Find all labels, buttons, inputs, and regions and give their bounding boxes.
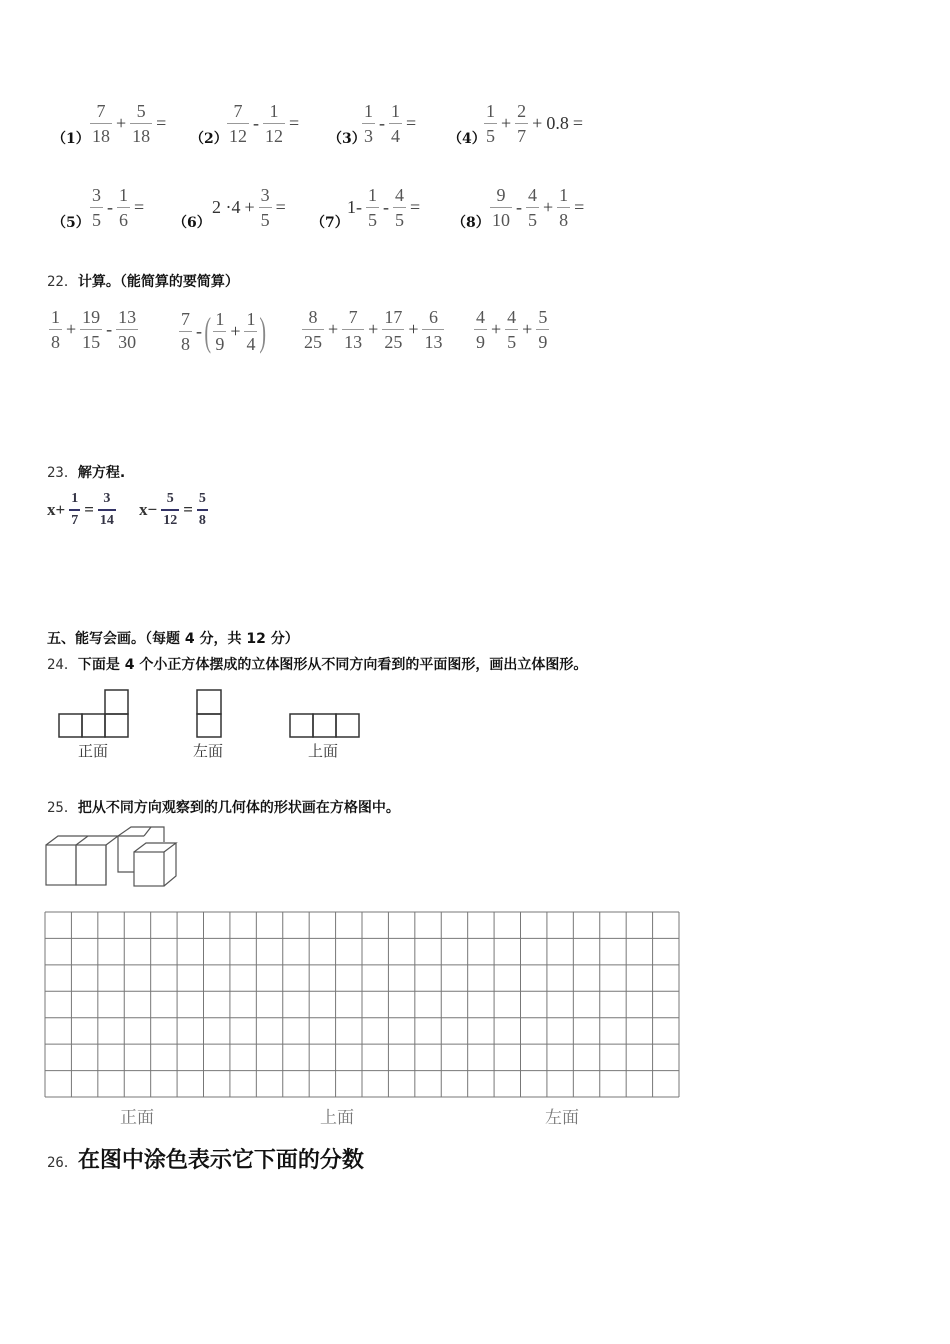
fraction [422, 308, 444, 351]
q24-label-left: 左面 [193, 742, 224, 760]
denominator: 18 [92, 126, 110, 146]
q25-label-front: 正面 [120, 1108, 154, 1128]
fraction [382, 308, 404, 351]
fraction [116, 308, 138, 351]
fraction [505, 308, 518, 351]
numerator: 5 [198, 491, 206, 506]
q26-title: 在图中涂色表示它下面的分数 [77, 1148, 364, 1173]
denominator: 4 [246, 334, 256, 354]
operator: 1- [347, 197, 362, 217]
q22-expression-3 [300, 308, 446, 351]
denominator: 13 [344, 332, 363, 352]
operator: = [183, 500, 193, 519]
section-5-title: 五、能写会画。（每题 4 分，共 12 分） [47, 631, 299, 647]
denominator: 8 [51, 332, 60, 352]
q23-number: 23． [47, 465, 78, 481]
denominator: 7 [517, 126, 527, 146]
denominator: 12 [265, 126, 283, 146]
operator: + [532, 113, 543, 133]
numerator: 1 [215, 309, 225, 329]
operator: + [244, 197, 255, 217]
q21-item-7-expression [345, 186, 422, 229]
numerator: 3 [103, 491, 111, 506]
fraction [474, 308, 487, 351]
numerator: 5 [166, 491, 174, 506]
parenthesis: ) [259, 309, 267, 354]
q21-item-label: （6） [173, 215, 211, 231]
operator: + [368, 319, 379, 339]
fraction [197, 492, 208, 528]
q21-item-8-expression [488, 186, 586, 229]
denominator: 8 [198, 513, 206, 528]
operator: - [107, 197, 113, 217]
operator: + [66, 319, 77, 339]
q24-heading [47, 654, 587, 674]
q21-item-1-expression [88, 102, 168, 145]
q24-label-front: 正面 [78, 742, 109, 760]
q25-heading [47, 797, 400, 817]
fraction [90, 186, 103, 229]
numerator: 1 [119, 185, 128, 205]
fraction [342, 308, 364, 351]
q21-item-label: （5） [52, 215, 90, 231]
fraction [69, 492, 80, 528]
numerator: 1 [246, 309, 256, 329]
fraction [161, 492, 179, 528]
q21-item-6-expression [210, 186, 288, 229]
numerator: 13 [118, 307, 137, 327]
operator: = [410, 197, 421, 217]
numerator: 1 [269, 101, 279, 121]
q21-item-label: （3） [328, 131, 366, 147]
numerator: 1 [486, 101, 495, 121]
operator: - [196, 321, 202, 341]
denominator: 7 [71, 513, 79, 528]
q23-equation-2 [137, 492, 210, 528]
operator: + [522, 319, 533, 339]
q21-item-3-expression [360, 102, 418, 145]
denominator: 12 [229, 126, 247, 146]
denominator: 6 [119, 210, 128, 230]
operator: + [501, 113, 512, 133]
fraction [213, 310, 226, 353]
denominator: 5 [528, 210, 537, 230]
q21-item-label: （2） [190, 131, 228, 147]
denominator: 5 [260, 210, 270, 230]
q22-expression-4 [472, 308, 551, 351]
q25-title: 把从不同方向观察到的几何体的形状画在方格图中。 [77, 800, 400, 816]
top-view-figure [290, 714, 359, 737]
fraction [263, 102, 285, 145]
fraction [302, 308, 324, 351]
fraction [526, 186, 539, 229]
numerator: 8 [308, 307, 318, 327]
operator: = [134, 197, 145, 217]
numerator: 7 [348, 307, 358, 327]
q24-number: 24． [47, 657, 78, 673]
operator: x− [139, 500, 158, 519]
q24-title: 下面是 4 个小正方体摆成的立体图形从不同方向看到的平面图形，画出立体图形。 [77, 657, 588, 673]
fraction [98, 492, 116, 528]
numerator: 7 [96, 101, 106, 121]
fraction [484, 102, 497, 145]
numerator: 6 [428, 307, 438, 327]
numerator: 3 [92, 185, 101, 205]
numerator: 1 [368, 185, 377, 205]
fraction [259, 186, 272, 229]
q25-label-left: 左面 [545, 1108, 579, 1128]
denominator: 25 [304, 332, 322, 352]
numerator: 3 [260, 185, 270, 205]
numerator: 4 [507, 307, 517, 327]
denominator: 5 [92, 210, 101, 230]
numerator: 1 [559, 185, 569, 205]
denominator: 8 [559, 210, 569, 230]
numerator: 5 [136, 101, 146, 121]
q21-item-label: （1） [52, 131, 90, 147]
q21-item-label: （7） [311, 215, 349, 231]
q21-item-2-expression [225, 102, 301, 145]
q22-title: 计算。（能简算的要简算） [77, 274, 239, 290]
fraction [179, 310, 192, 353]
left-view-figure [197, 690, 221, 737]
numerator: 5 [538, 307, 548, 327]
operator: + [543, 197, 554, 217]
q25-answer-grid[interactable] [44, 911, 682, 1099]
fraction [536, 308, 549, 351]
fraction [49, 308, 62, 351]
denominator: 13 [424, 332, 443, 352]
operator: - [516, 197, 522, 217]
denominator: 5 [486, 126, 495, 146]
operator: = [275, 197, 286, 217]
operator: 2 ·4 [212, 197, 241, 217]
q21-item-label: （8） [452, 215, 490, 231]
denominator: 14 [99, 513, 114, 528]
parenthesis: ( [204, 309, 211, 354]
operator: - [383, 197, 389, 217]
denominator: 10 [492, 210, 510, 230]
numerator: 4 [528, 185, 537, 205]
numerator: 2 [517, 101, 527, 121]
fraction [90, 102, 112, 145]
numerator: 7 [181, 309, 190, 329]
q25-solid-figure [40, 822, 190, 892]
denominator: 9 [476, 332, 485, 352]
denominator: 9 [215, 334, 225, 354]
operator: = [574, 197, 585, 217]
numerator: 4 [476, 307, 485, 327]
numerator: 1 [51, 307, 60, 327]
denominator: 25 [384, 332, 403, 352]
operator: - [253, 113, 259, 133]
q21-item-4-expression [482, 102, 585, 145]
operator: 0.8 [546, 113, 569, 133]
denominator: 9 [538, 332, 548, 352]
fraction [389, 102, 402, 145]
denominator: 4 [391, 126, 400, 146]
numerator: 4 [395, 185, 404, 205]
denominator: 5 [395, 210, 404, 230]
q23-title: 解方程. [77, 465, 126, 481]
q24-view-drawings [0, 680, 400, 740]
operator: - [106, 319, 113, 339]
operator: = [572, 113, 583, 133]
denominator: 15 [82, 332, 101, 352]
fraction [130, 102, 152, 145]
fraction [80, 308, 102, 351]
fraction [244, 310, 257, 353]
denominator: 3 [364, 126, 373, 146]
operator: + [116, 113, 127, 133]
q26-number: 26． [47, 1155, 78, 1171]
numerator: 17 [384, 307, 403, 327]
front-view-figure [59, 690, 128, 737]
denominator: 5 [368, 210, 377, 230]
q23-heading [47, 462, 125, 482]
denominator: 12 [163, 513, 178, 528]
q24-label-top: 上面 [308, 742, 339, 760]
operator: = [84, 500, 94, 519]
numerator: 9 [496, 185, 506, 205]
q23-equation-1 [45, 492, 118, 528]
numerator: 1 [71, 491, 79, 506]
numerator: 19 [82, 307, 101, 327]
q22-expression-2 [177, 308, 267, 355]
denominator: 8 [181, 334, 190, 354]
operator: + [491, 319, 502, 339]
operator: + [328, 319, 339, 339]
fraction [227, 102, 249, 145]
fraction [490, 186, 512, 229]
q21-item-5-expression [88, 186, 146, 229]
operator: + [408, 319, 419, 339]
fraction [515, 102, 528, 145]
fraction [393, 186, 406, 229]
denominator: 5 [507, 332, 517, 352]
numerator: 1 [364, 101, 373, 121]
operator: = [406, 113, 417, 133]
fraction [362, 102, 375, 145]
operator: = [156, 113, 167, 133]
numerator: 7 [233, 101, 243, 121]
q22-number: 22． [47, 274, 78, 290]
operator: = [289, 113, 300, 133]
q26-heading [47, 1143, 364, 1174]
fraction [366, 186, 379, 229]
fraction [557, 186, 570, 229]
fraction [117, 186, 130, 229]
operator: - [379, 113, 385, 133]
q25-number: 25． [47, 800, 78, 816]
operator: + [230, 321, 241, 341]
denominator: 30 [118, 332, 137, 352]
q21-item-label: （4） [448, 131, 486, 147]
denominator: 18 [132, 126, 151, 146]
operator: x+ [47, 500, 66, 519]
q22-heading [47, 271, 239, 291]
q22-expression-1 [47, 308, 140, 351]
q25-label-top: 上面 [320, 1108, 354, 1128]
numerator: 1 [391, 101, 400, 121]
